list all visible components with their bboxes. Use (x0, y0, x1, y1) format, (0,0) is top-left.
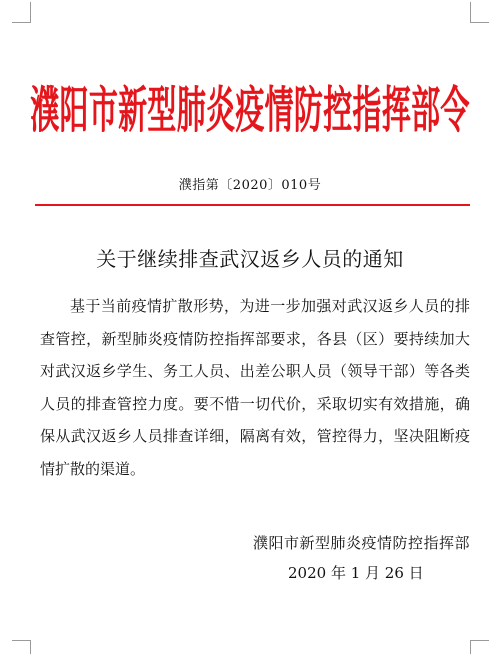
crop-mark-bottom-right (470, 640, 489, 654)
body-line: 对武汉返乡学生、务工人员、出差公职人员（领导干部）等各类 (40, 362, 470, 381)
body-line: 情扩散的渠道。 (40, 459, 146, 478)
body-line: 人员的排查管控力度。要不惜一切代价，采取切实有效措施，确 (40, 394, 470, 413)
notice-heading: 关于继续排查武汉返乡人员的通知 (96, 247, 404, 271)
issue-date: 2020 年 1 月 26 日 (288, 564, 424, 582)
body-line: 保从武汉返乡人员排查详细，隔离有效，管控得力，坚决阻断疫 (40, 427, 470, 446)
crop-mark-bottom-left (12, 640, 31, 654)
crop-mark-top-right (470, 2, 489, 23)
body-line: 基于当前疫情扩散形势，为进一步加强对武汉返乡人员的排 (70, 297, 470, 315)
red-divider-line (35, 204, 470, 206)
crop-mark-top-left (12, 2, 31, 23)
letterhead-title: 濮阳市新型肺炎疫情防控指挥部令 (30, 80, 470, 139)
body-paragraph (40, 290, 470, 486)
document-number: 濮指第〔2020〕010号 (178, 178, 322, 193)
body-line: 查管控，新型肺炎疫情防控指挥部要求，各县（区）要持续加大 (40, 329, 470, 348)
issuer-signature: 濮阳市新型肺炎疫情防控指挥部 (252, 534, 470, 552)
